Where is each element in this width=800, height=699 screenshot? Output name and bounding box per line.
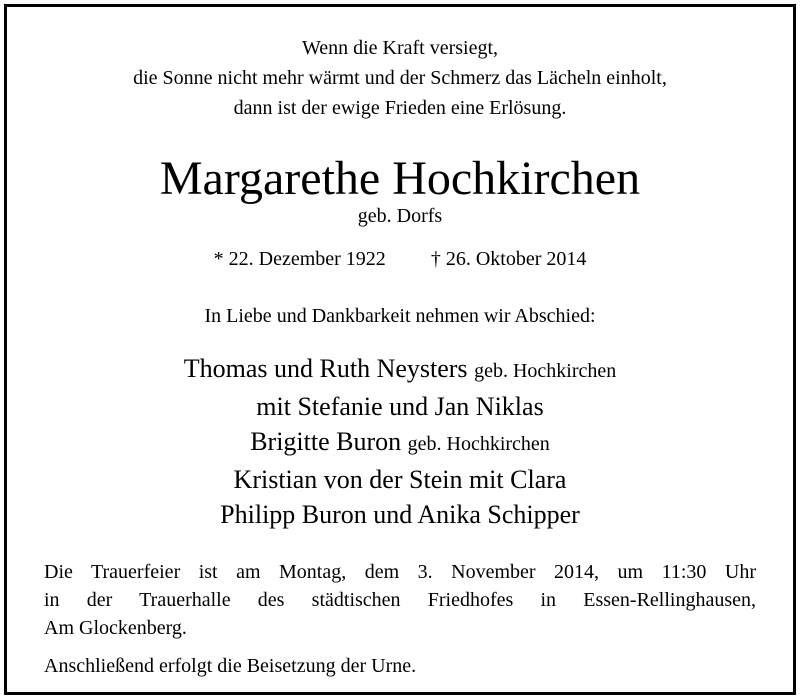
- mourner-name: Brigitte Buron: [250, 427, 402, 456]
- maiden-name: geb. Dorfs: [357, 205, 443, 227]
- burial-note: Anschließend erfolgt die Beisetzung der Urne.: [44, 655, 417, 677]
- mourner-line: mit Stefanie und Jan Niklas: [256, 392, 544, 421]
- poem-line-3: dann ist der ewige Frieden eine Erlösung.: [233, 97, 567, 119]
- mourner-line: Philipp Buron und Anika Schipper: [220, 500, 580, 529]
- mourner-line: Kristian von der Stein mit Clara: [233, 465, 567, 494]
- service-line-3: Am Glockenberg.: [44, 617, 187, 639]
- deceased-name: Margarethe Hochkirchen: [159, 152, 641, 205]
- mourner-name: Thomas und Ruth Neysters: [183, 354, 468, 383]
- service-details: [44, 558, 756, 642]
- mourner-note: geb. Hochkirchen: [407, 433, 550, 455]
- mourner-line: [7, 351, 793, 389]
- service-line-1: Die Trauerfeier ist am Montag, dem 3. November 2014, um 11:30 Uhr: [44, 561, 756, 583]
- poem: [7, 33, 793, 123]
- poem-line-1: Wenn die Kraft versiegt,: [301, 37, 499, 59]
- service-line-2: in der Trauerhalle des städtischen Friedhofes in Essen-Rellinghausen,: [44, 589, 756, 611]
- mourners-list: [7, 351, 793, 532]
- birth-date: * 22. Dezember 1922: [213, 248, 386, 270]
- poem-line-2: die Sonne nicht mehr wärmt und der Schmerz das Lächeln einholt,: [133, 67, 667, 89]
- mourner-line: [7, 424, 793, 462]
- mourner-note: geb. Hochkirchen: [474, 360, 617, 382]
- life-dates: [7, 246, 793, 272]
- death-date: † 26. Oktober 2014: [430, 248, 587, 270]
- obituary-notice: [4, 4, 796, 695]
- farewell-line: In Liebe und Dankbarkeit nehmen wir Abschied:: [204, 305, 596, 327]
